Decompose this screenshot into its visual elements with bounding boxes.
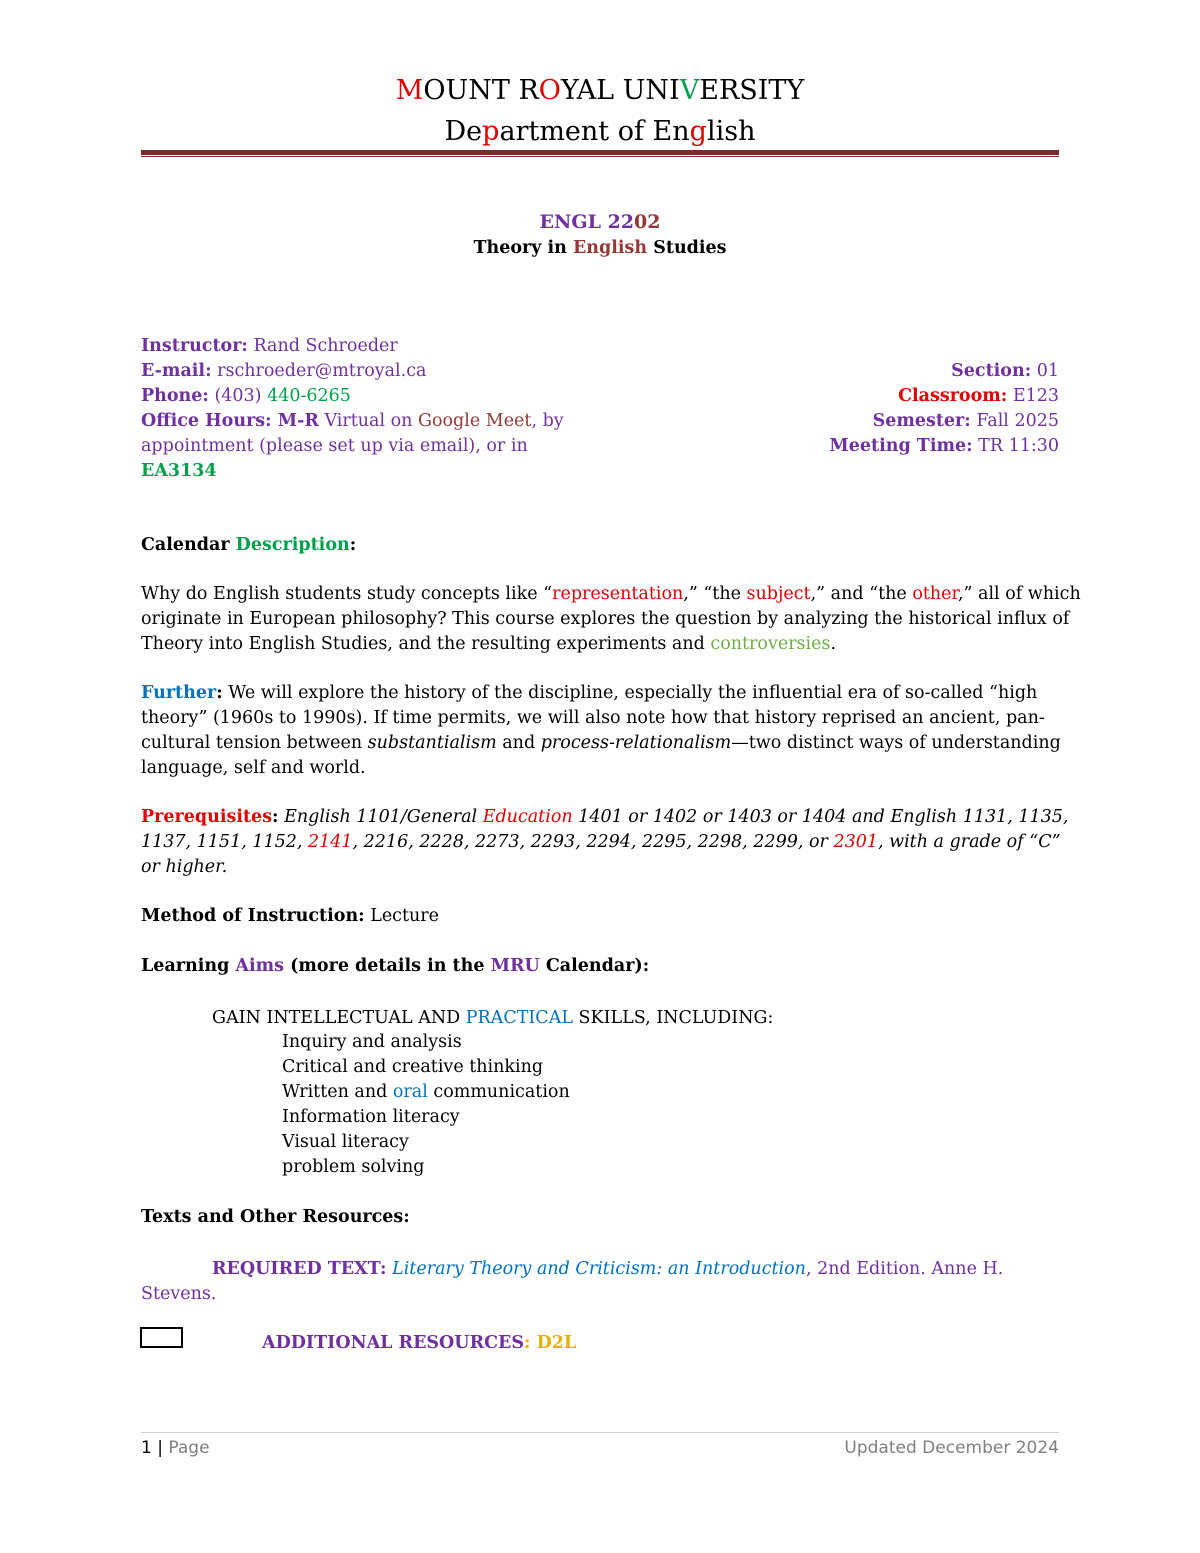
text-span: communication xyxy=(427,1082,570,1102)
highlight-span: 2301 xyxy=(833,832,878,852)
list-item: problem solving xyxy=(282,1157,425,1177)
text-span: ,” all of which xyxy=(957,584,1081,604)
further-paragraph xyxy=(141,681,1071,781)
page-label: Page xyxy=(168,1438,210,1458)
paragraph-line xyxy=(141,830,1071,855)
calendar-heading-highlight: Description xyxy=(235,535,350,555)
paragraph-line: or higher. xyxy=(141,857,228,877)
header-rule xyxy=(141,150,1059,155)
text-span: , with a grade of “C” xyxy=(877,832,1061,852)
text-span: cultural tension between xyxy=(141,733,368,753)
footer-page xyxy=(141,1436,210,1460)
paragraph-line xyxy=(141,582,1081,607)
paragraph-line xyxy=(141,1257,1071,1282)
instructor-value: Rand Schroeder xyxy=(247,336,398,356)
university-letter: V xyxy=(679,75,700,106)
meeting-time-line xyxy=(759,434,1059,459)
section-value: 01 xyxy=(1031,361,1059,381)
calendar-paragraph xyxy=(141,582,1081,657)
text-span: , 2216, 2228, 2273, 2293, 2294, 2295, 2298, 2299, or xyxy=(352,832,834,852)
email-line xyxy=(141,359,661,384)
required-text-title: Literary Theory and Criticism: an Introduction xyxy=(386,1259,806,1279)
department-text: artment of En xyxy=(499,116,690,147)
section-line xyxy=(759,359,1059,384)
course-title-text: Theory in xyxy=(473,238,573,258)
paragraph-line: originate in European philosophy? This course explores the question by analyzing the historical influx of xyxy=(141,609,1070,629)
department-letter: g xyxy=(689,116,707,147)
email-link[interactable]: rschroeder@mtroyal.ca xyxy=(211,361,427,381)
office-room: EA3134 xyxy=(141,461,217,481)
highlight-span: subject xyxy=(746,584,811,604)
meeting-time-label: Meeting Time: xyxy=(829,436,973,456)
text-span: 1137, 1151, 1152, xyxy=(141,832,308,852)
university-name xyxy=(0,74,1200,108)
course-title-highlight: English xyxy=(572,238,648,258)
texts-heading: Texts and Other Resources: xyxy=(141,1207,410,1227)
course-code xyxy=(0,209,1200,235)
italic-span: substantialism xyxy=(367,733,497,753)
checkbox[interactable] xyxy=(140,1327,183,1348)
phone-number: 440-6265 xyxy=(267,386,351,406)
footer-rule xyxy=(141,1432,1059,1433)
highlight-span: Aims xyxy=(235,956,285,976)
semester-line xyxy=(759,409,1059,434)
text-span: ,” “the xyxy=(683,584,747,604)
phone-area: (403) xyxy=(208,386,268,406)
further-label: Further xyxy=(141,683,217,703)
office-hours-text: , by xyxy=(531,411,564,431)
department-text: De xyxy=(444,116,483,147)
office-hours-label: Office Hours: M-R xyxy=(141,411,319,431)
department-name xyxy=(0,115,1200,149)
phone-line xyxy=(141,384,661,409)
text-span: Learning xyxy=(141,956,236,976)
text-span: . xyxy=(830,634,837,654)
list-item: Inquiry and analysis xyxy=(282,1032,462,1052)
office-hours-line-2: appointment (please set up via email), or in xyxy=(141,436,528,456)
paragraph-line xyxy=(141,681,1071,706)
text-span: Calendar): xyxy=(539,956,650,976)
text-span: ,” and “the xyxy=(810,584,913,604)
text-span: GAIN INTELLECTUAL AND xyxy=(212,1008,466,1028)
page-number: 1 xyxy=(141,1438,152,1458)
highlight-span: oral xyxy=(392,1082,428,1102)
meeting-time-value: TR 11:30 xyxy=(972,436,1059,456)
highlight-span: representation xyxy=(552,584,684,604)
phone-label: Phone: xyxy=(141,386,209,406)
department-letter: p xyxy=(482,116,500,147)
method-value: Lecture xyxy=(364,906,440,926)
additional-resources-label: ADDITIONAL RESOURCES xyxy=(262,1333,525,1353)
text-span: —two distinct ways of understanding xyxy=(731,733,1061,753)
classroom-value: E123 xyxy=(1007,386,1059,406)
list-item: Visual literacy xyxy=(282,1132,409,1152)
section-label: Section: xyxy=(951,361,1032,381)
semester-value: Fall 2025 xyxy=(970,411,1059,431)
course-title xyxy=(0,236,1200,260)
text-span: 1401 or 1402 or 1403 or 1404 and English 1131, 1135, xyxy=(572,807,1069,827)
aims-group-heading xyxy=(212,1006,773,1031)
aims-list xyxy=(282,1030,570,1180)
highlight-span: controversies xyxy=(710,634,831,654)
text-span: We will explore the history of the discipline, especially the influential era of so-called “high xyxy=(222,683,1038,703)
university-letter: M xyxy=(395,75,424,106)
d2l-link[interactable]: D2L xyxy=(530,1333,577,1353)
text-span: (more details in the xyxy=(284,956,491,976)
calendar-heading-text: Calendar xyxy=(141,535,236,555)
google-meet-text: Google Meet xyxy=(418,411,532,431)
course-code-suffix: 02 xyxy=(634,211,661,233)
aims-heading xyxy=(141,954,649,979)
classroom-line xyxy=(759,384,1059,409)
text-span: Why do English students study concepts like “ xyxy=(141,584,553,604)
paragraph-line: theory” (1960s to 1990s). If time permits, we will also note how that history reprised an ancient, pan- xyxy=(141,708,1045,728)
footer-updated: Updated December 2024 xyxy=(844,1438,1059,1458)
course-title-text: Studies xyxy=(647,238,727,258)
email-label: E-mail: xyxy=(141,361,212,381)
prerequisites-colon: : xyxy=(272,807,279,827)
paragraph-line: Stevens. xyxy=(141,1284,217,1304)
course-code-prefix: ENGL 22 xyxy=(539,211,635,233)
instructor-info xyxy=(141,334,661,484)
required-text-details: , 2nd Edition. Anne H. xyxy=(805,1259,1004,1279)
calendar-heading-colon: : xyxy=(349,535,357,555)
text-span: and xyxy=(496,733,541,753)
university-text: OUNT R xyxy=(423,75,539,106)
method-line xyxy=(141,904,439,929)
paragraph-line: language, self and world. xyxy=(141,758,366,778)
required-text xyxy=(141,1257,1071,1307)
page-separator: | xyxy=(151,1438,169,1458)
required-text-label: REQUIRED TEXT: xyxy=(212,1259,387,1279)
office-hours-line xyxy=(141,409,661,434)
additional-resources-colon: : xyxy=(524,1333,531,1353)
text-span: Written and xyxy=(282,1082,393,1102)
highlight-span: PRACTICAL xyxy=(465,1008,573,1028)
list-item: Critical and creative thinking xyxy=(282,1057,544,1077)
paragraph-line xyxy=(141,632,1071,657)
university-text: YAL UNI xyxy=(560,75,680,106)
highlight-span: MRU xyxy=(490,956,540,976)
section-info xyxy=(759,359,1059,459)
method-label: Method of Instruction: xyxy=(141,906,365,926)
paragraph-line xyxy=(141,731,1071,756)
paragraph-line xyxy=(141,805,1071,830)
text-span: SKILLS, INCLUDING: xyxy=(572,1008,774,1028)
office-hours-text: Virtual on xyxy=(318,411,418,431)
instructor-line xyxy=(141,334,661,359)
highlight-span: Education xyxy=(482,807,573,827)
header-rule-thin xyxy=(141,156,1059,157)
university-text: ERSITY xyxy=(699,75,805,106)
list-item: Information literacy xyxy=(282,1107,460,1127)
classroom-label: Classroom: xyxy=(898,386,1008,406)
text-span: Theory into English Studies, and the resulting experiments and xyxy=(141,634,711,654)
additional-resources xyxy=(262,1331,576,1356)
prerequisites-label: Prerequisites xyxy=(141,807,273,827)
highlight-span: other xyxy=(912,584,958,604)
italic-span: process-relationalism xyxy=(540,733,732,753)
university-letter: O xyxy=(538,75,561,106)
semester-label: Semester: xyxy=(872,411,971,431)
instructor-label: Instructor: xyxy=(141,336,248,356)
calendar-heading xyxy=(141,533,356,558)
further-colon: : xyxy=(216,683,223,703)
highlight-span: 2141 xyxy=(308,832,353,852)
prerequisites-paragraph xyxy=(141,805,1071,880)
list-item xyxy=(282,1080,570,1105)
department-text: lish xyxy=(706,116,756,147)
text-span: English 1101/General xyxy=(278,807,483,827)
